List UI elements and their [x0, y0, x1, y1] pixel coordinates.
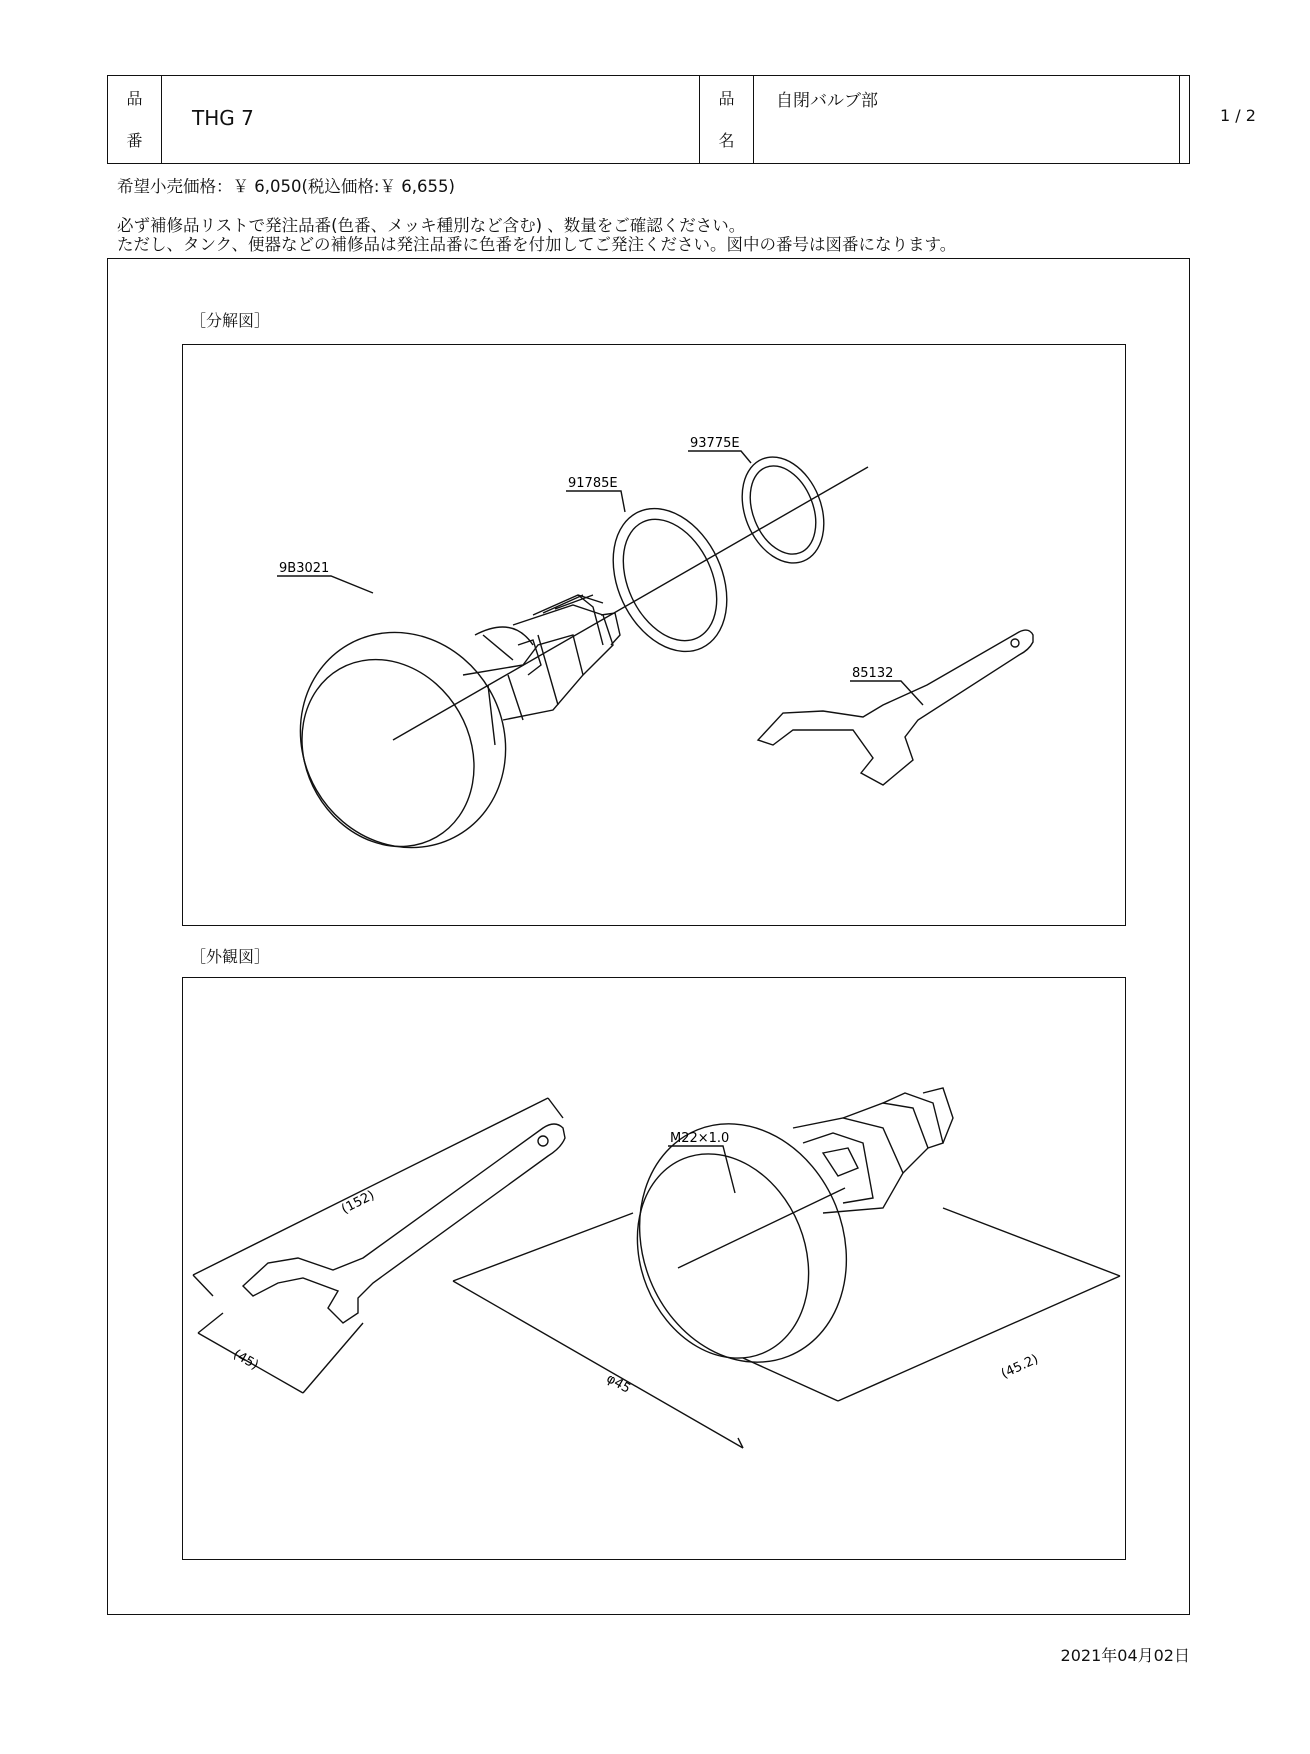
label-valve: 9B3021 [279, 561, 330, 576]
center-axis [393, 467, 868, 740]
leader-wrench [850, 681, 923, 705]
exterior-wrench [243, 1124, 565, 1323]
wrench [758, 630, 1033, 785]
label-thread: M22×1.0 [670, 1131, 730, 1146]
part-no-label-1: 品 [126, 89, 143, 108]
dim-wrench-length [193, 1098, 548, 1275]
leader-ring-large [566, 491, 625, 512]
name-label-1: 品 [718, 89, 735, 108]
page-number: 1 / 2 [1220, 106, 1256, 125]
dim-valve-length [838, 1276, 1120, 1401]
ring-small [727, 445, 839, 575]
notice-line-1: 必ず補修品リストで発注品番(色番、メッキ種別など含む) 、数量をご確認ください。 [117, 216, 746, 235]
label-knob-diameter: φ45 [603, 1371, 633, 1397]
part-no-value: THG 7 [192, 106, 254, 130]
page-cell [1180, 76, 1310, 163]
exterior-view-title: ［外観図］ [190, 947, 271, 966]
exterior-view-drawing [183, 978, 1127, 1561]
exterior-view-box [182, 977, 1126, 1560]
label-wrench-width: (45) [230, 1346, 261, 1374]
exterior-valve [605, 1088, 953, 1394]
name-label-2: 名 [718, 131, 735, 150]
product-name: 自閉バルブ部 [776, 91, 878, 111]
label-wrench: 85132 [852, 666, 894, 681]
label-wrench-length: (152) [339, 1188, 378, 1218]
name-label-cell [700, 76, 754, 163]
exploded-view-title: ［分解図］ [190, 311, 271, 330]
name-cell [754, 76, 1180, 163]
part-no-label-cell [108, 76, 162, 163]
dim-knob-diameter [453, 1281, 743, 1448]
label-ring-small: 93775E [690, 436, 740, 451]
label-ring-large: 91785E [568, 476, 618, 491]
price-line: 希望小売価格：￥ 6,050(税込価格:￥ 6,655) [117, 177, 455, 196]
issue-date: 2021年04月02日 [1060, 1646, 1190, 1665]
exploded-view-box [182, 344, 1126, 926]
notice-line-2: ただし、タンク、便器などの補修品は発注品番に色番を付加してご発注ください。図中の番号は図番になります。 [117, 235, 957, 254]
label-valve-length: (45.2) [998, 1351, 1041, 1383]
part-no-label-2: 番 [126, 131, 143, 150]
leader-valve [277, 576, 373, 593]
part-no-cell [162, 76, 700, 163]
header-table [107, 75, 1256, 164]
leader-ring-small [688, 451, 751, 463]
valve-assembly [261, 595, 620, 886]
leader-thread [668, 1146, 735, 1193]
exploded-view-drawing [183, 345, 1127, 927]
